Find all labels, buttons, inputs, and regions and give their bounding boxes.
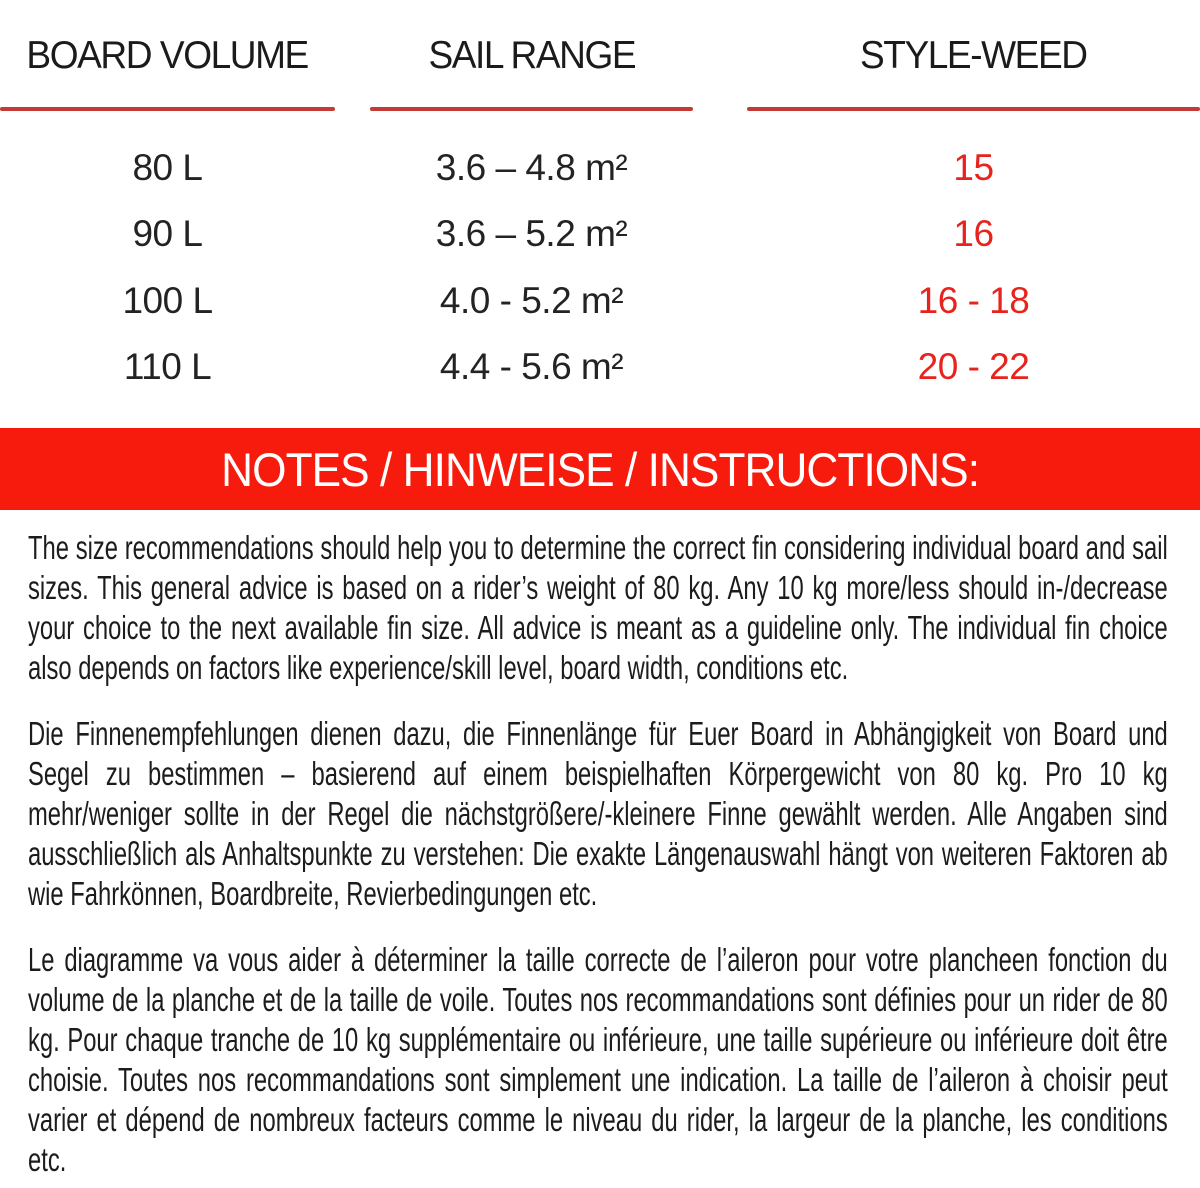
note-paragraph-french: Le diagramme va vous aider à déterminer la taille correcte de l’aileron pour votre plancheen fonction du volume de la planche et de la taille de voile. Toutes nos recommandations sont définies pour un rider de 80 kg. Pour chaque tranche de 10 kg supplémentaire ou inférieure, une taille supérieure ou inférieure doit être choisie. Toutes nos recommandations sont simplement une indication. La taille de l’aileron à choisir peut varier et dépend de nombreux facteurs comme le niveau du rider, la largeur de la planche, les conditions etc. (28, 941, 1168, 1178)
header-underline (0, 107, 335, 111)
sail-range-value: 4.0 - 5.2 m² (439, 280, 624, 321)
column-header-board-volume (0, 34, 335, 112)
notes-banner-title: NOTES / HINWEISE / INSTRUCTIONS: (221, 442, 979, 496)
sail-range-value: 4.4 - 5.6 m² (439, 346, 624, 387)
sail-range-value: 3.6 – 4.8 m² (435, 147, 628, 188)
table-row (0, 346, 1200, 392)
header-underline (370, 107, 693, 111)
board-volume-value: 110 L (123, 346, 212, 387)
column-header-sail-range (370, 34, 693, 112)
note-paragraph-german: Die Finnenempfehlungen dienen dazu, die Finnenlänge für Euer Board in Abhängigkeit von Board und Segel zu bestimmen – basierend auf einem beispielhaften Körpergewicht von 80 kg. Pro 10 kg mehr/weniger sollte in der Regel die nächstgrößere/-kleinere Finne gewählt werden. Alle Angaben sind ausschließlich als Anhaltspunkte zu verstehen: Die exakte Längenauswahl hängt von weiteren Faktoren ab wie Fahrkönnen, Boardbreite, Revierbedingungen etc. (28, 715, 1168, 912)
style-weed-value: 16 (953, 213, 994, 254)
notes-banner (0, 428, 1200, 510)
column-header-label: BOARD VOLUME (26, 34, 309, 77)
note-paragraph-english: The size recommendations should help you to determine the correct fin considering individual board and sail sizes. This general advice is based on a rider’s weight of 80 kg. Any 10 kg more/less should in-/decrease your choice to the next available fin size. All advice is meant as a guideline only. The individual fin choice also depends on factors like experience/skill level, board width, conditions etc. (28, 529, 1168, 686)
table-row (0, 213, 1200, 259)
column-header-style-weed (747, 34, 1200, 112)
column-header-label: STYLE-WEED (860, 34, 1087, 77)
notes-section (28, 528, 1168, 1188)
style-weed-value: 15 (953, 147, 994, 188)
header-underline (747, 107, 1200, 111)
board-volume-value: 80 L (132, 147, 203, 188)
sail-range-value: 3.6 – 5.2 m² (435, 213, 628, 254)
board-volume-value: 90 L (132, 213, 203, 254)
table-row (0, 147, 1200, 193)
column-header-label: SAIL RANGE (428, 34, 635, 77)
table-row (0, 280, 1200, 326)
board-volume-value: 100 L (122, 280, 213, 321)
style-weed-value: 20 - 22 (917, 346, 1030, 387)
style-weed-value: 16 - 18 (917, 280, 1030, 321)
